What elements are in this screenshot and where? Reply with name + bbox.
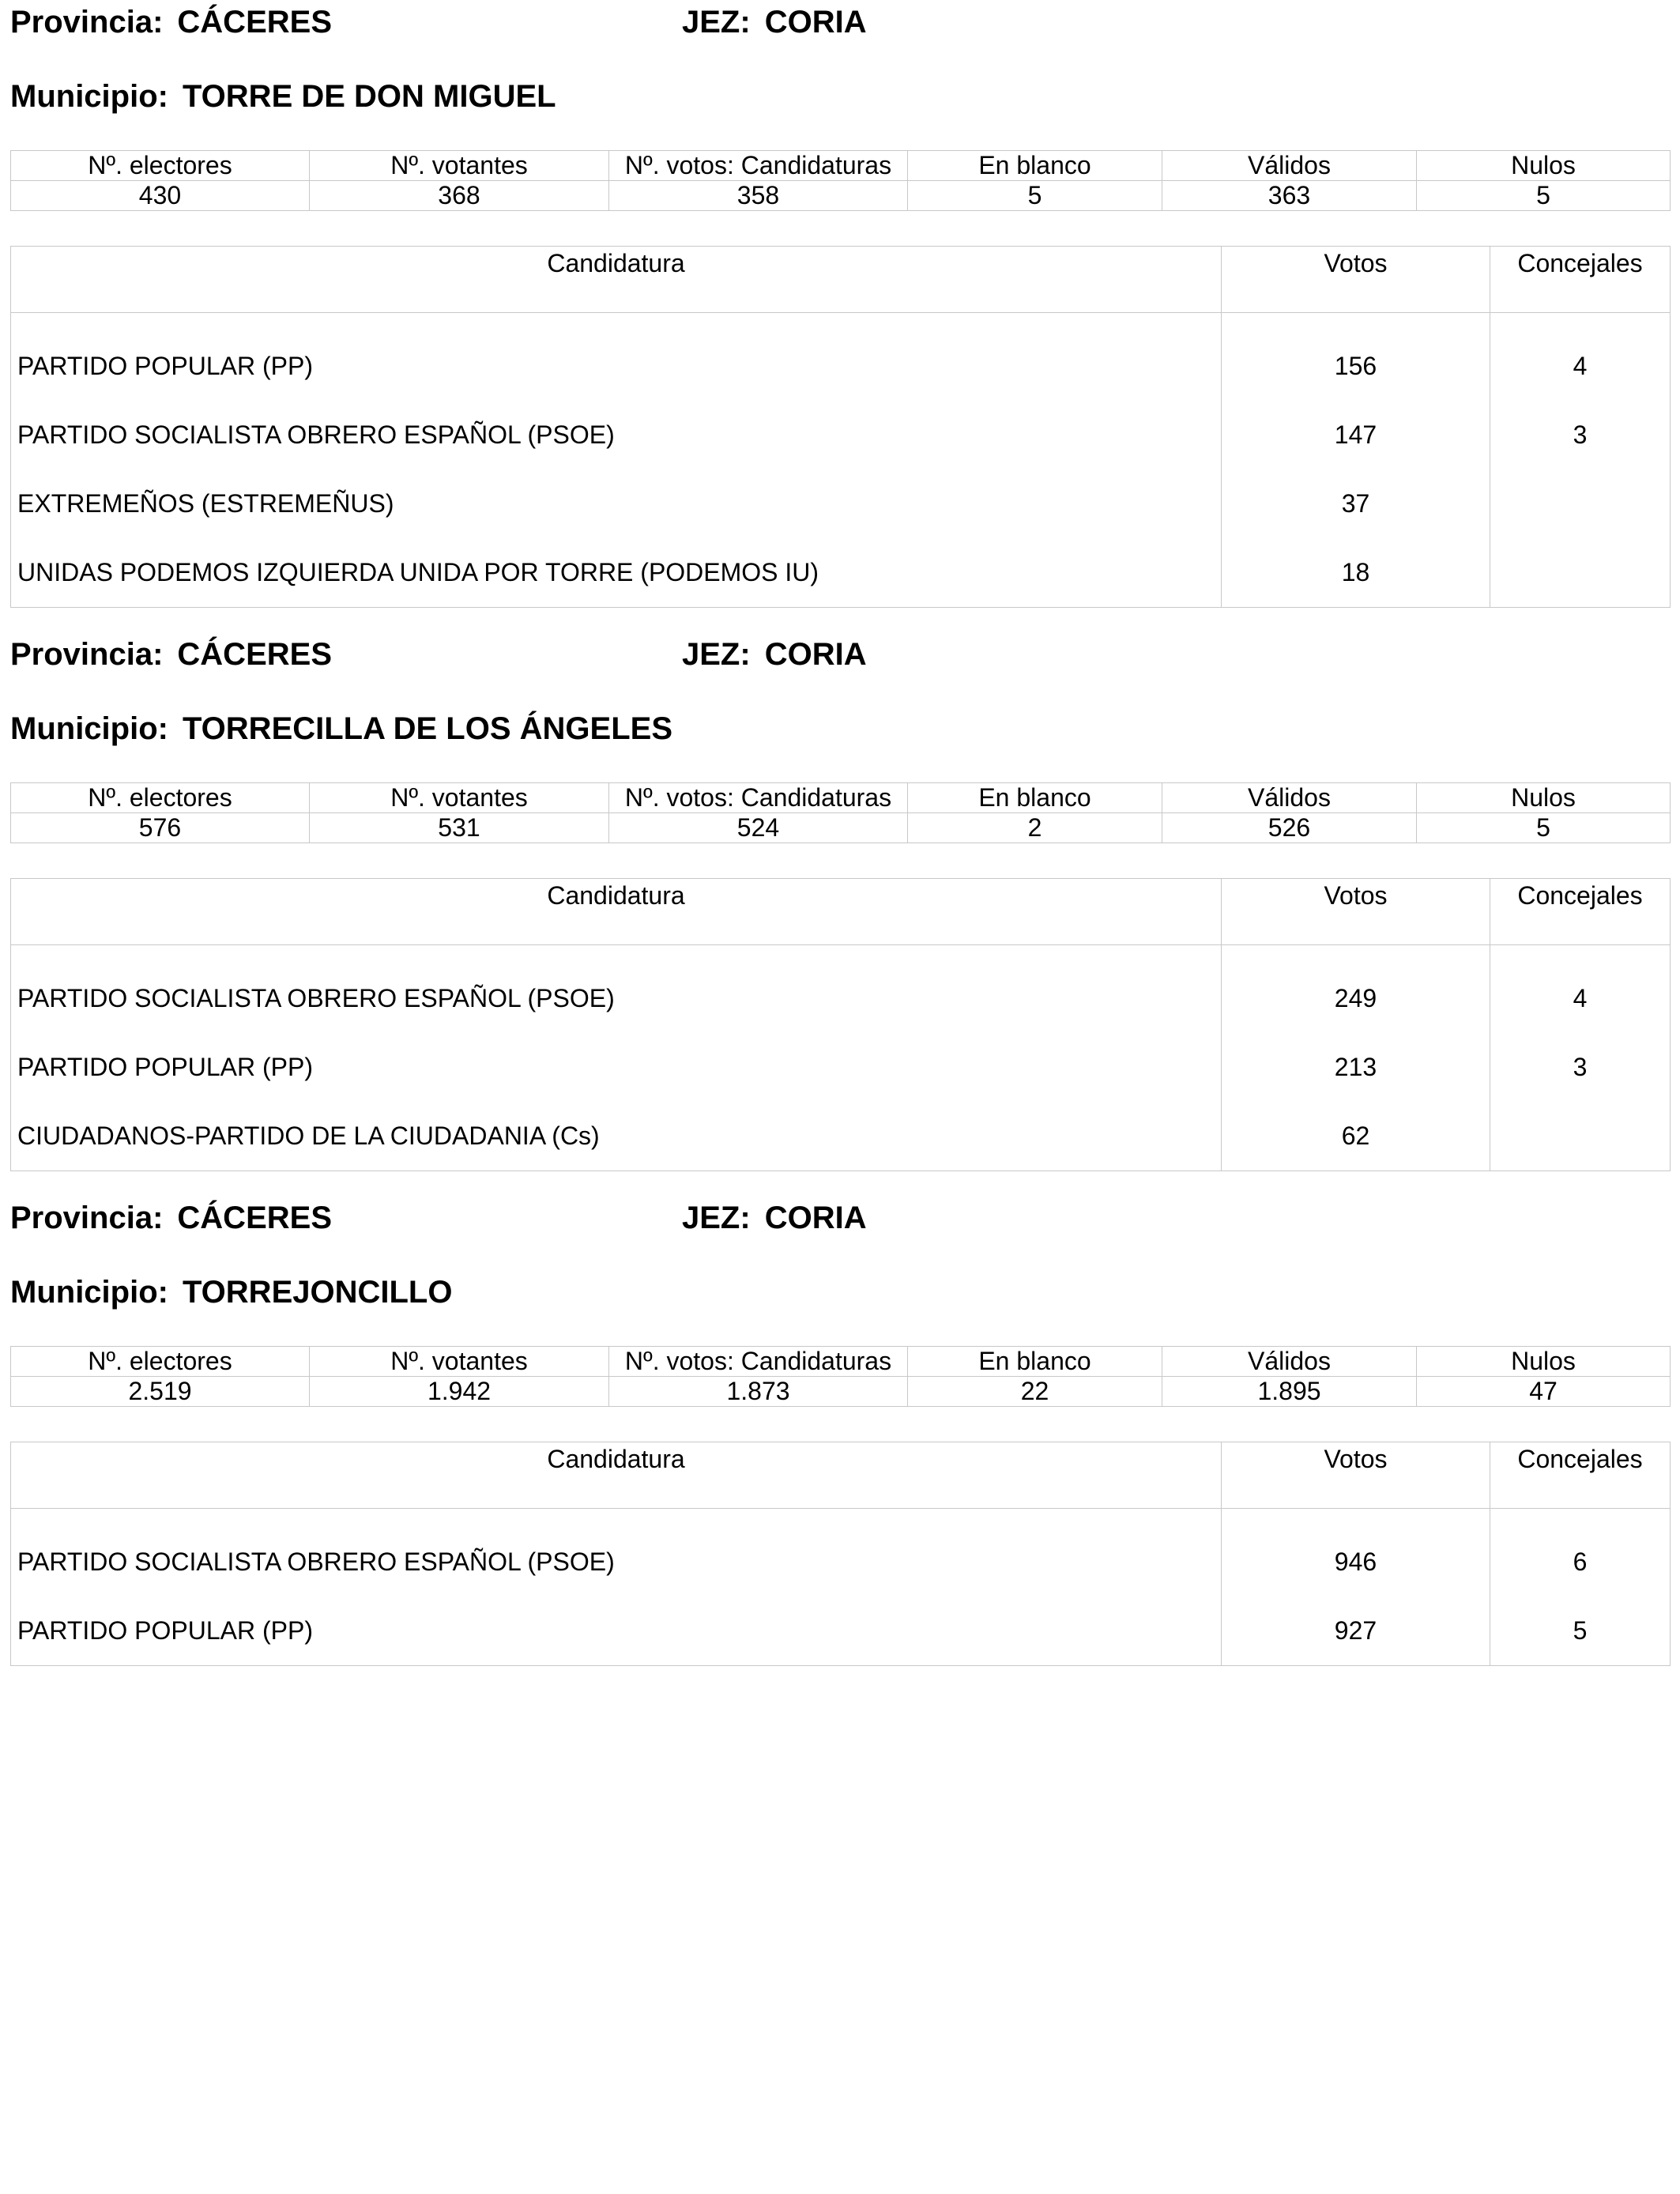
- municipio-line: [10, 711, 672, 747]
- candidatura-concejales: 4: [1490, 945, 1671, 1034]
- candidatura-name: PARTIDO POPULAR (PP): [11, 313, 1222, 401]
- provincia-line: [10, 637, 332, 673]
- candidaturas-header-row: [11, 247, 1671, 313]
- candidatura-row: [11, 1596, 1671, 1666]
- candidatura-concejales: [1490, 538, 1671, 608]
- votantes-value: 1.942: [310, 1377, 609, 1407]
- votos-header: Votos: [1222, 247, 1490, 313]
- municipio-section-2: [10, 1196, 1670, 1645]
- candidatura-concejales: [1490, 1102, 1671, 1171]
- concejales-header: Concejales: [1490, 1442, 1671, 1509]
- stats-header-row: [11, 151, 1671, 181]
- candidatura-concejales: 5: [1490, 1596, 1671, 1666]
- candidatura-row: [11, 313, 1671, 401]
- candidatura-votos: 927: [1222, 1596, 1490, 1666]
- validos-value: 363: [1162, 181, 1417, 211]
- nulos-header: Nulos: [1417, 1347, 1671, 1377]
- votantes-value: 368: [310, 181, 609, 211]
- votantes-header: Nº. votantes: [310, 783, 609, 813]
- municipio-section-1: [10, 632, 1670, 1150]
- candidatura-votos: 18: [1222, 538, 1490, 608]
- jez-label: JEZ:: [682, 5, 751, 40]
- candidatura-row: [11, 1509, 1671, 1597]
- validos-header: Válidos: [1162, 783, 1417, 813]
- candidatura-header: Candidatura: [11, 879, 1222, 945]
- municipio-value: TORRECILLA DE LOS ÁNGELES: [182, 711, 673, 746]
- candidatura-row: [11, 469, 1671, 538]
- candidaturas-table: [10, 878, 1671, 1171]
- candidaturas-header-row: [11, 1442, 1671, 1509]
- jez-label: JEZ:: [682, 637, 751, 672]
- candidatura-row: [11, 1102, 1671, 1171]
- candidatura-name: PARTIDO POPULAR (PP): [11, 1033, 1222, 1102]
- candidatura-concejales: [1490, 469, 1671, 538]
- candidatura-concejales: 6: [1490, 1509, 1671, 1597]
- provincia-value: CÁCERES: [177, 1201, 332, 1235]
- jez-line: [682, 637, 867, 673]
- candidatura-concejales: 3: [1490, 401, 1671, 469]
- candidatura-row: [11, 1033, 1671, 1102]
- votantes-header: Nº. votantes: [310, 1347, 609, 1377]
- en-blanco-header: En blanco: [908, 783, 1162, 813]
- provincia-value: CÁCERES: [177, 637, 332, 672]
- jez-value: CORIA: [764, 637, 867, 672]
- en-blanco-value: 5: [908, 181, 1162, 211]
- jez-value: CORIA: [764, 5, 867, 40]
- concejales-header: Concejales: [1490, 247, 1671, 313]
- candidatura-name: CIUDADANOS-PARTIDO DE LA CIUDADANIA (Cs): [11, 1102, 1222, 1171]
- provincia-value: CÁCERES: [177, 5, 332, 40]
- candidatura-name: PARTIDO POPULAR (PP): [11, 1596, 1222, 1666]
- provincia-line: [10, 1201, 332, 1236]
- provincia-label: Provincia:: [10, 637, 164, 672]
- votos-candidaturas-header: Nº. votos: Candidaturas: [609, 151, 908, 181]
- validos-value: 526: [1162, 813, 1417, 843]
- candidatura-votos: 37: [1222, 469, 1490, 538]
- municipio-label: Municipio:: [10, 1275, 168, 1310]
- candidatura-name: PARTIDO SOCIALISTA OBRERO ESPAÑOL (PSOE): [11, 1509, 1222, 1597]
- concejales-header: Concejales: [1490, 879, 1671, 945]
- electores-value: 576: [11, 813, 310, 843]
- candidatura-name: PARTIDO SOCIALISTA OBRERO ESPAÑOL (PSOE): [11, 945, 1222, 1034]
- candidatura-concejales: 4: [1490, 313, 1671, 401]
- electores-value: 2.519: [11, 1377, 310, 1407]
- nulos-value: 47: [1417, 1377, 1671, 1407]
- jez-line: [682, 5, 867, 40]
- candidatura-votos: 946: [1222, 1509, 1490, 1597]
- section-header: [10, 0, 1670, 114]
- votos-candidaturas-value: 524: [609, 813, 908, 843]
- candidatura-name: EXTREMEÑOS (ESTREMEÑUS): [11, 469, 1222, 538]
- stats-table: [10, 782, 1671, 843]
- en-blanco-header: En blanco: [908, 1347, 1162, 1377]
- candidatura-name: UNIDAS PODEMOS IZQUIERDA UNIDA POR TORRE (PODEMOS IU): [11, 538, 1222, 608]
- provincia-line: [10, 5, 332, 40]
- candidatura-votos: 147: [1222, 401, 1490, 469]
- municipio-section-0: [10, 0, 1670, 586]
- municipio-line: [10, 1275, 452, 1310]
- stats-header-row: [11, 1347, 1671, 1377]
- nulos-header: Nulos: [1417, 151, 1671, 181]
- candidatura-header: Candidatura: [11, 247, 1222, 313]
- candidatura-concejales: 3: [1490, 1033, 1671, 1102]
- votos-candidaturas-value: 358: [609, 181, 908, 211]
- votos-header: Votos: [1222, 879, 1490, 945]
- candidatura-header: Candidatura: [11, 1442, 1222, 1509]
- en-blanco-value: 2: [908, 813, 1162, 843]
- candidatura-votos: 249: [1222, 945, 1490, 1034]
- jez-line: [682, 1201, 867, 1236]
- candidatura-votos: 62: [1222, 1102, 1490, 1171]
- stats-header-row: [11, 783, 1671, 813]
- validos-value: 1.895: [1162, 1377, 1417, 1407]
- electores-value: 430: [11, 181, 310, 211]
- stats-table: [10, 150, 1671, 211]
- nulos-value: 5: [1417, 813, 1671, 843]
- municipio-line: [10, 79, 556, 115]
- candidatura-row: [11, 945, 1671, 1034]
- electores-header: Nº. electores: [11, 1347, 310, 1377]
- candidaturas-header-row: [11, 879, 1671, 945]
- votantes-header: Nº. votantes: [310, 151, 609, 181]
- section-header: [10, 632, 1670, 746]
- en-blanco-value: 22: [908, 1377, 1162, 1407]
- nulos-header: Nulos: [1417, 783, 1671, 813]
- candidaturas-table: [10, 246, 1671, 608]
- en-blanco-header: En blanco: [908, 151, 1162, 181]
- provincia-label: Provincia:: [10, 5, 164, 40]
- candidaturas-table: [10, 1442, 1671, 1666]
- jez-value: CORIA: [764, 1201, 867, 1235]
- nulos-value: 5: [1417, 181, 1671, 211]
- candidatura-name: PARTIDO SOCIALISTA OBRERO ESPAÑOL (PSOE): [11, 401, 1222, 469]
- provincia-label: Provincia:: [10, 1201, 164, 1235]
- municipio-label: Municipio:: [10, 79, 168, 114]
- section-header: [10, 1196, 1670, 1310]
- jez-label: JEZ:: [682, 1201, 751, 1235]
- votos-header: Votos: [1222, 1442, 1490, 1509]
- municipio-value: TORRE DE DON MIGUEL: [182, 79, 556, 114]
- municipio-value: TORREJONCILLO: [182, 1275, 453, 1310]
- validos-header: Válidos: [1162, 151, 1417, 181]
- validos-header: Válidos: [1162, 1347, 1417, 1377]
- candidatura-votos: 156: [1222, 313, 1490, 401]
- stats-table: [10, 1346, 1671, 1407]
- candidatura-votos: 213: [1222, 1033, 1490, 1102]
- municipio-label: Municipio:: [10, 711, 168, 746]
- stats-value-row: [11, 1377, 1671, 1407]
- electores-header: Nº. electores: [11, 151, 310, 181]
- candidatura-row: [11, 401, 1671, 469]
- stats-value-row: [11, 181, 1671, 211]
- votos-candidaturas-header: Nº. votos: Candidaturas: [609, 783, 908, 813]
- votos-candidaturas-header: Nº. votos: Candidaturas: [609, 1347, 908, 1377]
- votantes-value: 531: [310, 813, 609, 843]
- stats-value-row: [11, 813, 1671, 843]
- votos-candidaturas-value: 1.873: [609, 1377, 908, 1407]
- candidatura-row: [11, 538, 1671, 608]
- electores-header: Nº. electores: [11, 783, 310, 813]
